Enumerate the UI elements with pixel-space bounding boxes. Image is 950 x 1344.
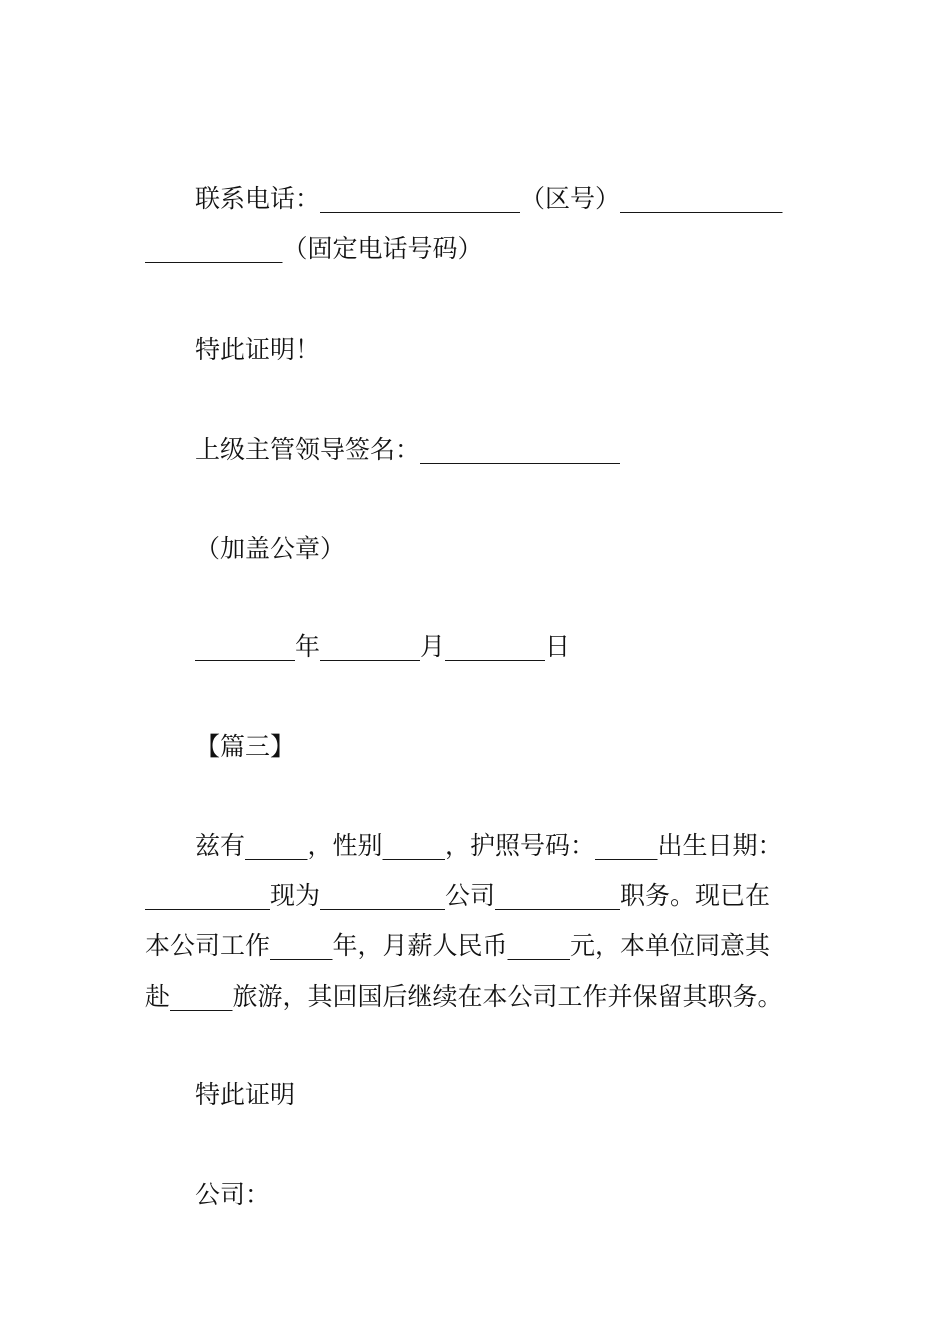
body-paragraph-line-1: 兹有_____，性别_____，护照号码：_____出生日期： [195, 831, 783, 860]
supervisor-signature-line: 上级主管领导签名：________________ [195, 435, 621, 464]
body-paragraph-line-4: 赴_____旅游，其回国后继续在本公司工作并保留其职务。 [145, 982, 783, 1011]
company-field: 公司： [195, 1180, 271, 1209]
contact-phone-line-1: 联系电话：________________（区号）_____________ [195, 184, 783, 213]
date-line: ________年________月________日 [195, 632, 571, 661]
contact-phone-line-2: ___________（固定电话号码） [145, 234, 483, 263]
body-paragraph-line-2: __________现为__________公司__________职务。现已在 [145, 881, 771, 910]
certify-statement-1: 特此证明！ [195, 335, 321, 364]
section-heading: 【篇三】 [195, 732, 296, 761]
certify-statement-2: 特此证明 [195, 1080, 296, 1109]
body-paragraph-line-3: 本公司工作_____年，月薪人民币_____元，本单位同意其 [145, 931, 771, 960]
official-seal-note: （加盖公章） [195, 534, 346, 563]
